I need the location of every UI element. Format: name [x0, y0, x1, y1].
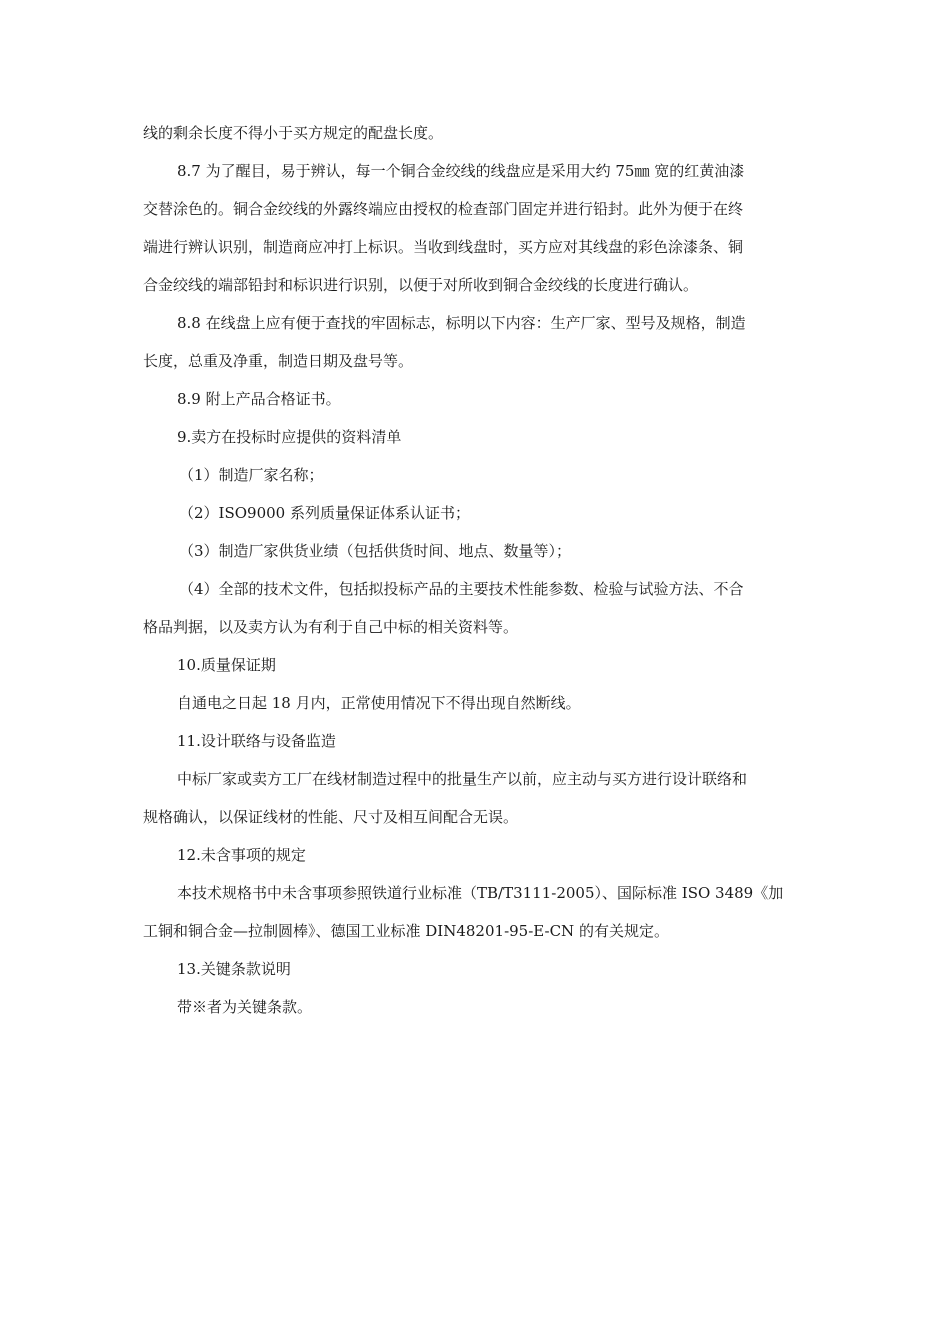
list-item: （2）ISO9000 系列质量保证体系认证书； [179, 504, 470, 522]
text-line: 合金绞线的端部铅封和标识进行识别，以便于对所收到铜合金绞线的长度进行确认。 [143, 276, 699, 294]
text-line: 带※者为关键条款。 [177, 998, 313, 1016]
text-line: 端进行辨认识别，制造商应冲打上标识。当收到线盘时，买方应对其线盘的彩色涂漆条、铜 [143, 238, 744, 256]
text-line: 交替涂色的。铜合金绞线的外露终端应由授权的检查部门固定并进行铅封。此外为便于在终 [143, 200, 744, 218]
text-line: 自通电之日起 18 月内，正常使用情况下不得出现自然断线。 [177, 694, 581, 712]
text-line: 本技术规格书中未含事项参照铁道行业标准（TB/T3111-2005）、国际标准 ISO 3489《加 [177, 884, 784, 902]
text-line: 长度，总重及净重，制造日期及盘号等。 [143, 352, 414, 370]
text-line: 8.7 为了醒目，易于辨认，每一个铜合金绞线的线盘应是采用大约 75㎜ 宽的红黄油漆 [177, 162, 745, 180]
section-heading: 9.卖方在投标时应提供的资料清单 [177, 428, 402, 446]
section-heading: 12.未含事项的规定 [177, 846, 306, 864]
text-line: 8.9 附上产品合格证书。 [177, 390, 341, 408]
text-line: 线的剩余长度不得小于买方规定的配盘长度。 [143, 124, 444, 142]
text-line: 8.8 在线盘上应有便于查找的牢固标志，标明以下内容：生产厂家、型号及规格，制造 [177, 314, 746, 332]
text-line: 格品判据，以及卖方认为有利于自己中标的相关资料等。 [143, 618, 519, 636]
list-item: （4）全部的技术文件，包括拟投标产品的主要技术性能参数、检验与试验方法、不合 [179, 580, 744, 598]
section-heading: 11.设计联络与设备监造 [177, 732, 336, 750]
section-heading: 10.质量保证期 [177, 656, 276, 674]
section-heading: 13.关键条款说明 [177, 960, 291, 978]
text-line: 中标厂家或卖方工厂在线材制造过程中的批量生产以前，应主动与买方进行设计联络和 [177, 770, 748, 788]
list-item: （1）制造厂家名称； [179, 466, 324, 484]
text-line: 规格确认，以保证线材的性能、尺寸及相互间配合无误。 [143, 808, 519, 826]
list-item: （3）制造厂家供货业绩（包括供货时间、地点、数量等）； [179, 542, 572, 560]
text-line: 工铜和铜合金—拉制圆棒》、德国工业标准 DIN48201-95-E-CN 的有关规定。 [143, 922, 669, 940]
